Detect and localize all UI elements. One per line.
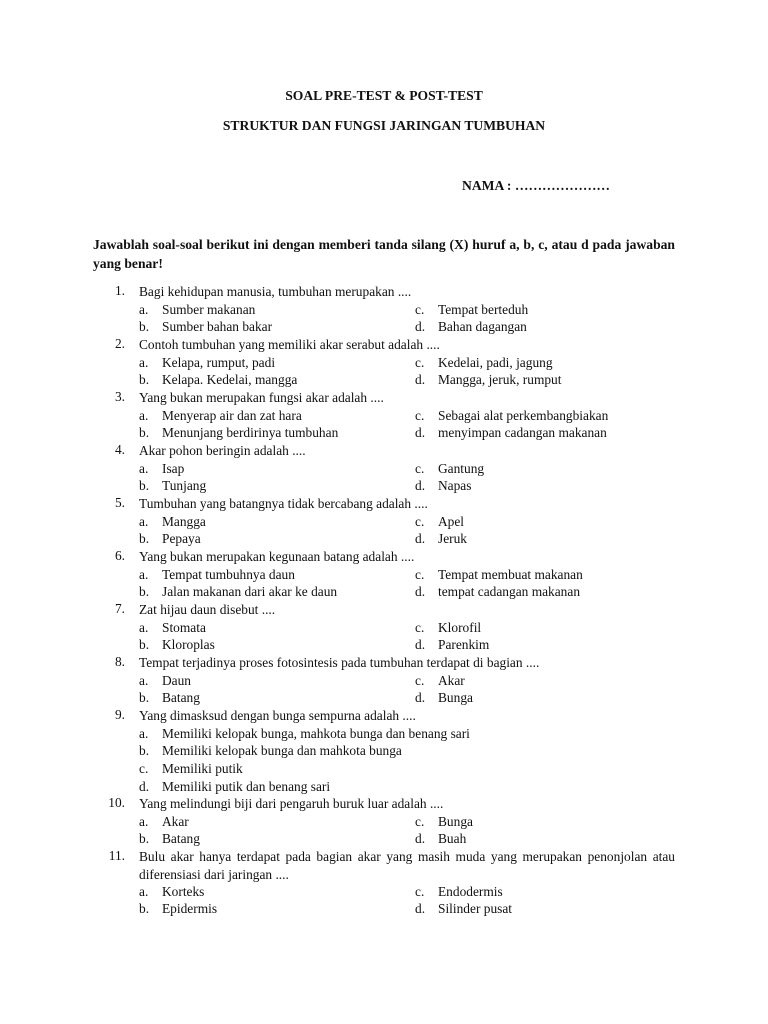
question-text: Bagi kehidupan manusia, tumbuhan merupakan ....: [139, 284, 412, 299]
option-text: Kedelai, padi, jagung: [438, 355, 553, 370]
question-number: 4.: [114, 442, 125, 457]
question-text: Yang melindungi biji dari pengaruh buruk luar adalah ....: [139, 796, 444, 811]
question-text: Tempat terjadinya proses fotosintesis pada tumbuhan terdapat di bagian ....: [139, 655, 540, 670]
question-number: 2.: [114, 336, 125, 351]
question-text: Yang bukan merupakan fungsi akar adalah ....: [139, 390, 384, 405]
option-letter: c.: [415, 567, 425, 582]
question-number: 8.: [114, 654, 125, 669]
option-letter: b.: [139, 319, 150, 334]
option-letter: a.: [139, 725, 149, 741]
question-text: Contoh tumbuhan yang memiliki akar serabut adalah ....: [139, 337, 440, 352]
option-text: Klorofil: [438, 620, 482, 635]
question-text: Akar pohon beringin adalah ....: [139, 443, 306, 458]
option-text: Silinder pusat: [438, 901, 513, 916]
option-text: Napas: [438, 478, 472, 493]
option-text: Epidermis: [162, 901, 218, 916]
option-letter: d.: [415, 425, 426, 440]
option-text: Akar: [438, 673, 465, 688]
question-number: 1.: [114, 283, 125, 298]
option-letter: c.: [415, 814, 425, 829]
option-text: Memiliki putik: [162, 761, 243, 777]
option-letter: a.: [139, 514, 149, 529]
option-text: Tunjang: [162, 478, 207, 493]
option-letter: d.: [415, 372, 426, 387]
option-letter: c.: [415, 302, 425, 317]
option-text: Bunga: [438, 690, 473, 705]
option-letter: a.: [139, 302, 149, 317]
option-letter: c.: [415, 355, 425, 370]
option-text: Memiliki kelopak bunga dan mahkota bunga: [162, 743, 402, 759]
option-text: Memiliki kelopak bunga, mahkota bunga dan benang sari: [162, 725, 470, 741]
option-letter: d.: [415, 637, 426, 652]
option-text: Kelapa, rumput, padi: [162, 355, 276, 370]
option-letter: c.: [415, 673, 425, 688]
option-text: Tempat berteduh: [438, 302, 529, 317]
option-letter: d.: [415, 319, 426, 334]
option-letter: a.: [139, 461, 149, 476]
option-letter: c.: [415, 461, 425, 476]
option-text: Stomata: [162, 620, 206, 635]
option-letter: b.: [139, 584, 150, 599]
document-subtitle: STRUKTUR DAN FUNGSI JARINGAN TUMBUHAN: [222, 118, 546, 133]
question-number: 10.: [108, 795, 125, 810]
option-letter: d.: [415, 478, 426, 493]
option-letter: b.: [139, 690, 150, 705]
question-number: 3.: [114, 389, 125, 404]
option-text: Isap: [162, 461, 185, 476]
question-text: Bulu akar hanya terdapat pada bagian akar yang masih muda yang merupakan penonjolan atau diferensiasi dari jaringan ....: [139, 849, 675, 882]
option-text: Mangga: [162, 514, 206, 529]
option-letter: b.: [139, 637, 150, 652]
option-text: Menyerap air dan zat hara: [162, 408, 302, 423]
option-text: Daun: [162, 673, 192, 688]
option-letter: b.: [139, 478, 150, 493]
option-text: Endodermis: [438, 884, 503, 899]
instructions: Jawablah soal-soal berikut ini dengan memberi tanda silang (X) huruf a, b, c, atau d pada jawaban yang benar!: [93, 237, 675, 271]
question-number: 5.: [114, 495, 125, 510]
question-number: 7.: [114, 601, 125, 616]
question-number: 6.: [114, 548, 125, 563]
option-text: Memiliki putik dan benang sari: [162, 778, 331, 794]
option-letter: c.: [415, 408, 425, 423]
option-text: Batang: [162, 690, 200, 705]
option-text: Gantung: [438, 461, 485, 476]
option-text: tempat cadangan makanan: [438, 584, 581, 599]
option-letter: b.: [139, 372, 150, 387]
option-text: Pepaya: [162, 531, 201, 546]
option-text: Korteks: [162, 884, 205, 899]
option-letter: a.: [139, 620, 149, 635]
option-letter: c.: [139, 761, 149, 777]
option-letter: d.: [415, 901, 426, 916]
option-letter: a.: [139, 355, 149, 370]
option-text: Kelapa. Kedelai, mangga: [162, 372, 298, 387]
option-letter: b.: [139, 831, 150, 846]
option-text: menyimpan cadangan makanan: [438, 425, 607, 440]
question-text: Zat hijau daun disebut ....: [139, 602, 276, 617]
option-letter: d.: [139, 778, 150, 794]
option-letter: c.: [415, 514, 425, 529]
option-text: Batang: [162, 831, 200, 846]
question-text: Tumbuhan yang batangnya tidak bercabang adalah ....: [139, 496, 428, 511]
question-text: Yang bukan merupakan kegunaan batang adalah ....: [139, 549, 415, 564]
option-text: Buah: [438, 831, 467, 846]
question-text: Yang dimasksud dengan bunga sempurna adalah ....: [139, 708, 416, 723]
document-title: SOAL PRE-TEST & POST-TEST: [285, 88, 483, 103]
option-letter: b.: [139, 425, 150, 440]
option-letter: b.: [139, 531, 150, 546]
option-text: Akar: [162, 814, 189, 829]
option-text: Sumber bahan bakar: [162, 319, 273, 334]
option-text: Jeruk: [438, 531, 468, 546]
option-text: Sebagai alat perkembangbiakan: [438, 408, 609, 423]
name-field-label: NAMA : …………………: [462, 178, 611, 193]
option-text: Bunga: [438, 814, 473, 829]
option-letter: d.: [415, 690, 426, 705]
option-text: Jalan makanan dari akar ke daun: [162, 584, 338, 599]
option-letter: d.: [415, 584, 426, 599]
option-text: Apel: [438, 514, 465, 529]
option-letter: c.: [415, 884, 425, 899]
option-text: Menunjang berdirinya tumbuhan: [162, 425, 339, 440]
option-letter: a.: [139, 408, 149, 423]
option-letter: a.: [139, 673, 149, 688]
option-letter: a.: [139, 814, 149, 829]
option-text: Mangga, jeruk, rumput: [438, 372, 562, 387]
option-letter: a.: [139, 884, 149, 899]
option-letter: d.: [415, 831, 426, 846]
option-letter: b.: [139, 743, 150, 759]
option-text: Sumber makanan: [162, 302, 256, 317]
option-letter: a.: [139, 567, 149, 582]
option-letter: b.: [139, 901, 150, 916]
option-text: Tempat membuat makanan: [438, 567, 583, 582]
option-text: Bahan dagangan: [438, 319, 527, 334]
question-number: 9.: [114, 707, 125, 722]
option-text: Tempat tumbuhnya daun: [162, 567, 295, 582]
option-text: Parenkim: [438, 637, 490, 652]
option-text: Kloroplas: [162, 637, 215, 652]
option-letter: c.: [415, 620, 425, 635]
option-letter: d.: [415, 531, 426, 546]
question-number: 11.: [108, 848, 125, 863]
